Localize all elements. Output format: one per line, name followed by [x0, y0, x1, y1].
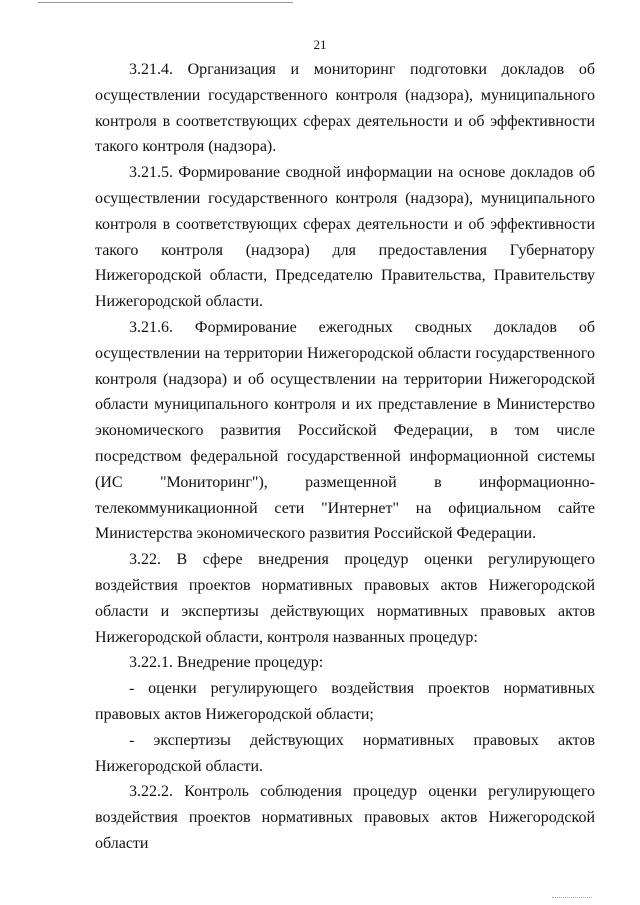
paragraph-3-22: 3.22. В сфере внедрения процедур оценки регулирующего воздействия проектов нормативных правовых актов Нижегородской области и экспертизы действующих нормативных правовых актов Нижегородской области, контроля названных процедур: — [95, 551, 595, 646]
paragraph-3-22-2: 3.22.2. Контроль соблюдения процедур оценки регулирующего воздействия проектов нормативных правовых актов Нижегородской области — [95, 783, 595, 852]
paragraph-3-22-1: 3.22.1. Внедрение процедур: — [129, 654, 324, 672]
paragraph-3-21-4: 3.21.4. Организация и мониторинг подготовки докладов об осуществлении государственного контроля (надзора), муниципального контроля в соответствующих сферах деятельности и об эффективности такого контроля (надзора). — [95, 61, 595, 156]
paragraph-3-21-6: 3.21.6. Формирование ежегодных сводных докладов об осуществлении на территории Нижегородской области государственного контроля (надзора) и об осуществлении на территории Нижегородской области муниципального контроля и их представление в Министерство экономического развития Российской Федерации, в том числе посредством федеральной государственной информационной системы (ИС "Мониторинг"), размещенной в информационно-телекоммуникационной сети "Интернет" на официальном сайте Министерства экономического развития Российской Федерации. — [95, 318, 595, 543]
scan-edge-line — [38, 2, 293, 3]
page-number: 21 — [313, 37, 327, 52]
list-item-expertise: - экспертизы действующих нормативных правовых актов Нижегородской области. — [95, 731, 595, 775]
document-body — [95, 57, 595, 857]
scan-artifact — [552, 897, 592, 898]
paragraph-3-21-5: 3.21.5. Формирование сводной информации на основе докладов об осуществлении государственного контроля (надзора), муниципального контроля в соответствующих сферах деятельности и об эффективности такого контроля (надзора) для предоставления Губернатору Нижегородской области, Председателю Правительства, Правительству Нижегородской области. — [95, 164, 595, 311]
list-item-regulatory-assessment: - оценки регулирующего воздействия проектов нормативных правовых актов Нижегородской области; — [95, 680, 595, 723]
